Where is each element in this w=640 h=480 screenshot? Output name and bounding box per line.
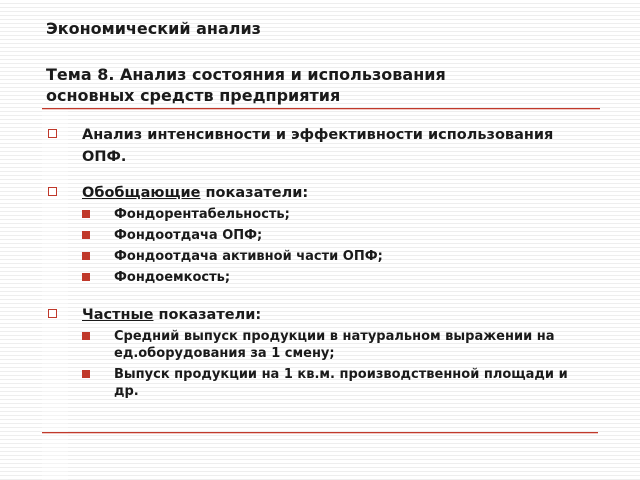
sub-list-item: [48, 227, 618, 244]
sub-list-item-text: Фондоотдача активной части ОПФ;: [114, 249, 383, 264]
list-item-text: ОПФ.: [82, 149, 127, 165]
sub-list-item-text: ед.оборудования за 1 смену;: [114, 346, 335, 361]
sub-list-item-text: Средний выпуск продукции в натуральном выражении на: [114, 329, 555, 344]
sub-list-item-text: Фондоотдача ОПФ;: [114, 228, 263, 243]
sub-list-item-text: Выпуск продукции на 1 кв.м. производственной площади и: [114, 367, 568, 382]
list-item-text: Анализ интенсивности и эффективности использования: [82, 127, 554, 143]
underlined-term: Обобщающие: [82, 185, 201, 201]
title-area: [46, 18, 606, 106]
slide-content: [48, 124, 618, 404]
sub-list-item-text: др.: [114, 384, 139, 399]
page-title-line1: Тема 8. Анализ состояния и использования: [46, 65, 446, 84]
sub-list-item-text: Фондорентабельность;: [114, 207, 290, 222]
square-bullet-icon: [48, 187, 57, 196]
page-title: [46, 64, 606, 106]
filled-square-bullet-icon: [82, 231, 90, 239]
filled-square-bullet-icon: [82, 252, 90, 260]
general-indicators-list: [48, 206, 618, 286]
filled-square-bullet-icon: [82, 370, 90, 378]
sub-list-item: [48, 206, 618, 223]
list-item-general-indicators: [48, 182, 618, 204]
list-item-text: показатели:: [200, 185, 309, 201]
sub-list-item: [48, 269, 618, 286]
sub-list-item: [48, 328, 618, 362]
filled-square-bullet-icon: [82, 210, 90, 218]
title-divider: [42, 108, 600, 110]
filled-square-bullet-icon: [82, 273, 90, 281]
underlined-term: Частные: [82, 307, 154, 323]
footer-divider: [42, 432, 598, 434]
list-item-intensity: [48, 124, 618, 168]
particular-indicators-list: [48, 328, 618, 400]
sub-list-item: [48, 248, 618, 265]
sub-list-item: [48, 366, 618, 400]
sub-list-item-text: Фондоемкость;: [114, 270, 231, 285]
app-title: Экономический анализ: [46, 19, 261, 38]
list-item-particular-indicators: [48, 304, 618, 326]
square-bullet-icon: [48, 309, 57, 318]
list-item-text: показатели:: [153, 307, 262, 323]
square-bullet-icon: [48, 129, 57, 138]
filled-square-bullet-icon: [82, 332, 90, 340]
page-title-line2: основных средств предприятия: [46, 86, 341, 105]
